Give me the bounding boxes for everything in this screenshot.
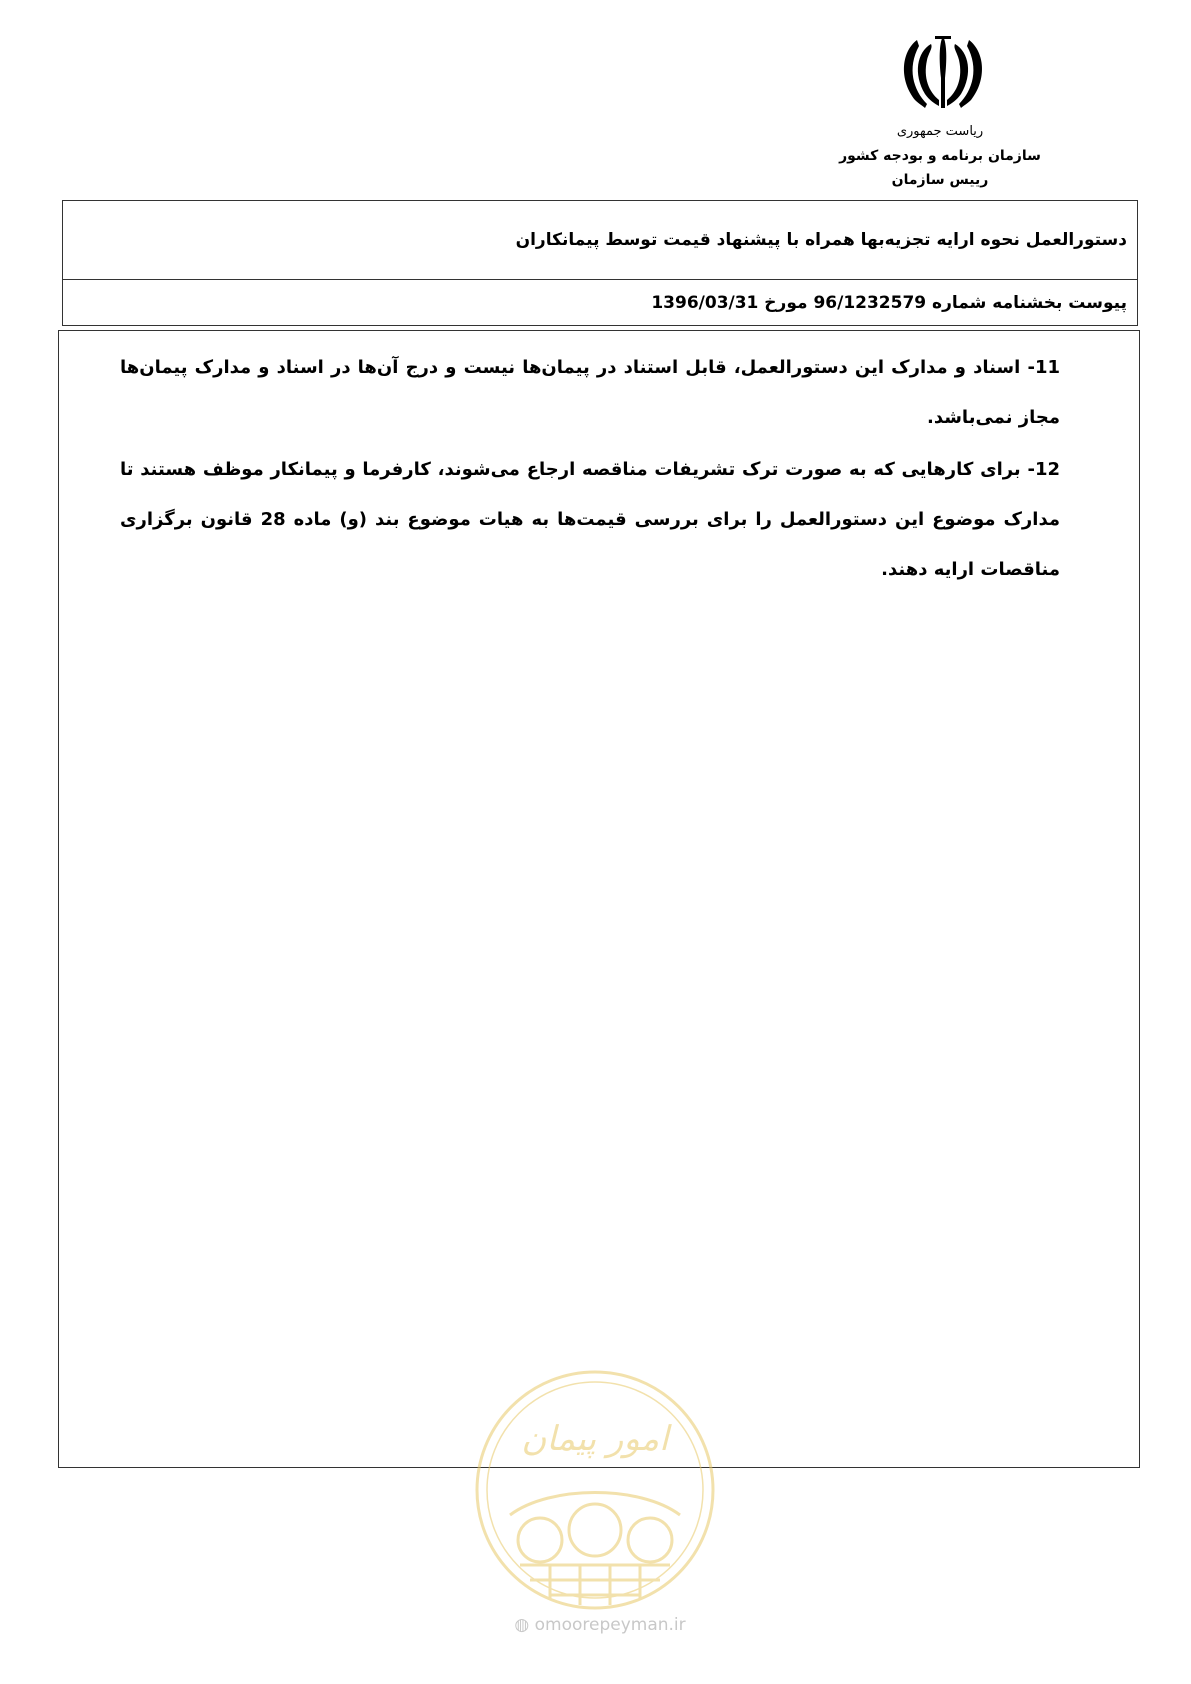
clause-text: اسناد و مدارک این دستورالعمل، قابل استناد در پیمان‌ها نیست و درج آن‌ها در اسناد و مدارک پیمان‌ها مجاز نمی‌باشد.: [120, 357, 1060, 428]
document-subtitle: پیوست بخشنامه شماره 96/1232579 مورخ 1396/03/31: [651, 292, 1127, 313]
org-line-presidency: ریاست جمهوری: [896, 124, 984, 139]
clause-number: 11-: [1027, 357, 1060, 378]
watermark-logo: [470, 1365, 720, 1615]
organization-header: [800, 120, 1080, 192]
clause-11: [120, 343, 1060, 443]
document-title-box: [62, 200, 1138, 280]
clause-12: [120, 445, 1060, 595]
clause-text: برای کارهایی که به صورت ترک تشریفات مناقصه ارجاع می‌شوند، کارفرما و پیمانکار موظف هستند تا مدارک موضوع این دستورالعمل را برای بررسی قیمت‌ها به هیات موضوع بند (و) ماده 28 قانون برگزاری مناقصات ارایه دهند.: [120, 459, 1060, 580]
clause-number: 12-: [1027, 459, 1060, 480]
document-subtitle-box: [62, 279, 1138, 326]
org-line-organization: سازمان برنامه و بودجه کشور: [839, 148, 1041, 164]
document-title: دستورالعمل نحوه ارایه تجزیه‌بها همراه با پیشنهاد قیمت توسط پیمانکاران: [515, 230, 1127, 250]
globe-icon: ◍: [514, 1615, 530, 1635]
watermark-url: ◍ omoorepeyman.ir: [514, 1615, 686, 1635]
iran-emblem-icon: [895, 30, 991, 116]
org-line-head: رییس سازمان: [891, 172, 989, 188]
watermark-logo-text: امور پیمان: [521, 1419, 669, 1459]
